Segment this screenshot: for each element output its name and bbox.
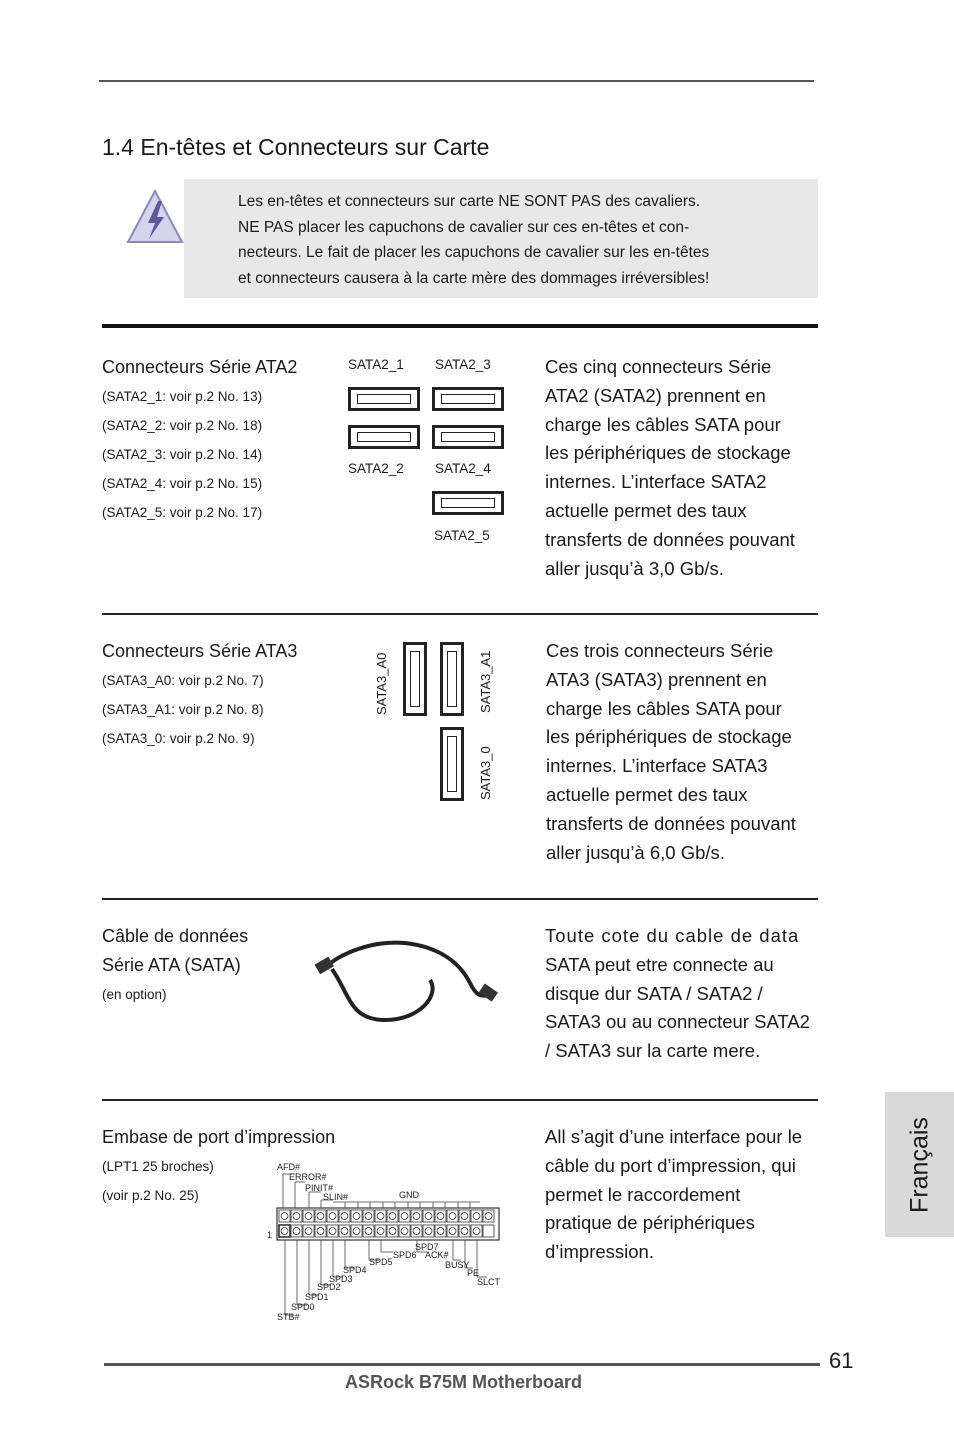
- sata2-ref: (SATA2_3: voir p.2 No. 14): [102, 447, 263, 462]
- desc-line: ATA3 (SATA3) prennent en: [546, 668, 767, 690]
- desc-line: d’impression.: [545, 1241, 654, 1263]
- sata3-title: Connecteurs Série ATA3: [102, 641, 298, 661]
- sata2-4-connector: [432, 425, 504, 449]
- language-tab-label: Français: [905, 1116, 933, 1213]
- desc-line: les périphériques de stockage: [546, 726, 792, 748]
- sata3-ref: (SATA3_A0: voir p.2 No. 7): [102, 673, 264, 688]
- sata2-4-label: SATA2_4: [435, 461, 491, 476]
- desc-line: / SATA3 sur la carte mere.: [545, 1040, 761, 1062]
- divider: [102, 898, 818, 900]
- pin-label-spd2: SPD2: [317, 1282, 341, 1292]
- desc-line: internes. L’interface SATA3: [546, 755, 768, 777]
- pin-label-spd3: SPD3: [329, 1274, 353, 1284]
- sata3-ref: (SATA3_A1: voir p.2 No. 8): [102, 702, 264, 717]
- cable-title-line2: Série ATA (SATA): [102, 955, 241, 975]
- pin-label-stb: STB#: [277, 1312, 300, 1322]
- sata2-3-label: SATA2_3: [435, 357, 491, 372]
- lpt-ref: (LPT1 25 broches): [102, 1159, 214, 1174]
- cable-description: [545, 922, 820, 1066]
- pin-label-spd6: SPD6: [393, 1250, 417, 1260]
- warning-icon: [124, 187, 186, 247]
- desc-line: permet le raccordement: [545, 1183, 741, 1205]
- desc-line: pratique de périphériques: [545, 1212, 755, 1234]
- pin-label-spd7: SPD7: [415, 1242, 439, 1252]
- sata2-1-connector: [348, 387, 420, 411]
- cable-title-line1: Câble de données: [102, 926, 249, 946]
- sata2-refs: [102, 382, 262, 527]
- sata3-refs: [102, 666, 264, 753]
- desc-line: les périphériques de stockage: [545, 442, 791, 464]
- desc-line: aller jusqu’à 3,0 Gb/s.: [545, 557, 724, 579]
- sata2-ref: (SATA2_5: voir p.2 No. 17): [102, 505, 263, 520]
- pin-label-slct: SLCT: [477, 1277, 501, 1287]
- thick-divider: [102, 324, 818, 328]
- pin-label-afd: AFD#: [277, 1162, 301, 1172]
- desc-line: disque dur SATA / SATA2 /: [545, 982, 763, 1004]
- sata2-2-label: SATA2_2: [348, 461, 404, 476]
- sata3-a1-connector: [440, 642, 464, 716]
- desc-line: Ces trois connecteurs Série: [546, 640, 774, 661]
- pin-label-pe: PE: [467, 1268, 480, 1278]
- sata2-ref: (SATA2_4: voir p.2 No. 15): [102, 476, 263, 491]
- sata3-a0-connector: [403, 642, 427, 716]
- note-line: Les en-têtes et connecteurs sur carte NE SONT PAS des cavaliers.: [238, 193, 701, 210]
- desc-line: charge les câbles SATA pour: [545, 413, 781, 435]
- pin-label-spd5: SPD5: [369, 1257, 393, 1267]
- sata3-a0-label: SATA3_A0: [374, 652, 389, 715]
- sata2-3-connector: [432, 387, 504, 411]
- top-rule: [99, 80, 814, 82]
- divider: [102, 613, 818, 615]
- sata3-ref: (SATA3_0: voir p.2 No. 9): [102, 731, 255, 746]
- lpt-pinout-diagram: [265, 1160, 510, 1325]
- cable-ref: (en option): [102, 987, 167, 1002]
- sata-cable-image: [310, 935, 500, 1030]
- pin-label-gnd: GND: [399, 1190, 419, 1200]
- desc-line: SATA peut etre connecte au: [545, 953, 774, 975]
- note-text: [238, 189, 749, 291]
- sata2-ref: (SATA2_2: voir p.2 No. 18): [102, 418, 263, 433]
- lpt-title: Embase de port d’impression: [102, 1127, 336, 1147]
- pin-label-ack: ACK#: [425, 1250, 449, 1260]
- note-line: necteurs. Le fait de placer les capuchons de cavalier sur les en-têtes: [238, 244, 710, 261]
- pin-label-busy: BUSY: [445, 1260, 470, 1270]
- pin-label-error: ERROR#: [289, 1172, 327, 1182]
- desc-line: All s’agit d’une interface pour le: [545, 1126, 803, 1147]
- sata2-5-connector: [432, 491, 504, 515]
- lpt-refs: [102, 1152, 214, 1210]
- section-title: 1.4 En-têtes et Connecteurs sur Carte: [102, 134, 490, 160]
- pin-label-spd0: SPD0: [291, 1302, 315, 1312]
- desc-line: transferts de données pouvant: [546, 812, 796, 834]
- desc-line: aller jusqu’à 6,0 Gb/s.: [546, 841, 725, 863]
- desc-line: câble du port d’impression, qui: [545, 1154, 796, 1176]
- sata3-a1-label: SATA3_A1: [478, 650, 493, 713]
- desc-line: internes. L’interface SATA2: [545, 471, 767, 493]
- page-number: 61: [829, 1348, 854, 1373]
- sata2-title: Connecteurs Série ATA2: [102, 357, 298, 377]
- sata2-1-label: SATA2_1: [348, 357, 404, 372]
- pin-label-pinit: PINIT#: [305, 1183, 334, 1193]
- desc-line: SATA3 ou au connecteur SATA2: [545, 1011, 810, 1033]
- lpt-ref: (voir p.2 No. 25): [102, 1188, 199, 1203]
- pin-label-1: 1: [267, 1230, 273, 1240]
- footer-rule: [104, 1363, 820, 1366]
- divider: [102, 1099, 818, 1101]
- desc-line: ATA2 (SATA2) prennent en: [545, 384, 766, 406]
- pin-label-slin: SLIN#: [323, 1192, 349, 1202]
- lpt-description: [545, 1123, 825, 1267]
- desc-line: Ces cinq connecteurs Série: [545, 356, 772, 377]
- footer-product-name: ASRock B75M Motherboard: [345, 1372, 583, 1392]
- sata3-0-label: SATA3_0: [478, 746, 493, 800]
- sata3-description: [546, 637, 821, 867]
- desc-line: Toute cote du cable de data: [545, 925, 800, 946]
- note-line: NE PAS placer les capuchons de cavalier sur ces en-têtes et con-: [238, 218, 690, 236]
- desc-line: actuelle permet des taux: [545, 499, 747, 521]
- pin-label-spd4: SPD4: [343, 1265, 367, 1275]
- language-side-tab: [885, 1092, 954, 1237]
- desc-line: transferts de données pouvant: [545, 528, 795, 550]
- desc-line: charge les câbles SATA pour: [546, 697, 782, 719]
- pin-label-spd1: SPD1: [305, 1292, 329, 1302]
- note-line: et connecteurs causera à la carte mère des dommages irréversibles!: [238, 269, 710, 287]
- desc-line: actuelle permet des taux: [546, 783, 748, 805]
- sata2-5-label: SATA2_5: [434, 528, 490, 543]
- sata2-2-connector: [348, 425, 420, 449]
- sata2-ref: (SATA2_1: voir p.2 No. 13): [102, 389, 263, 404]
- sata3-0-connector: [440, 727, 464, 801]
- sata2-description: [545, 353, 820, 583]
